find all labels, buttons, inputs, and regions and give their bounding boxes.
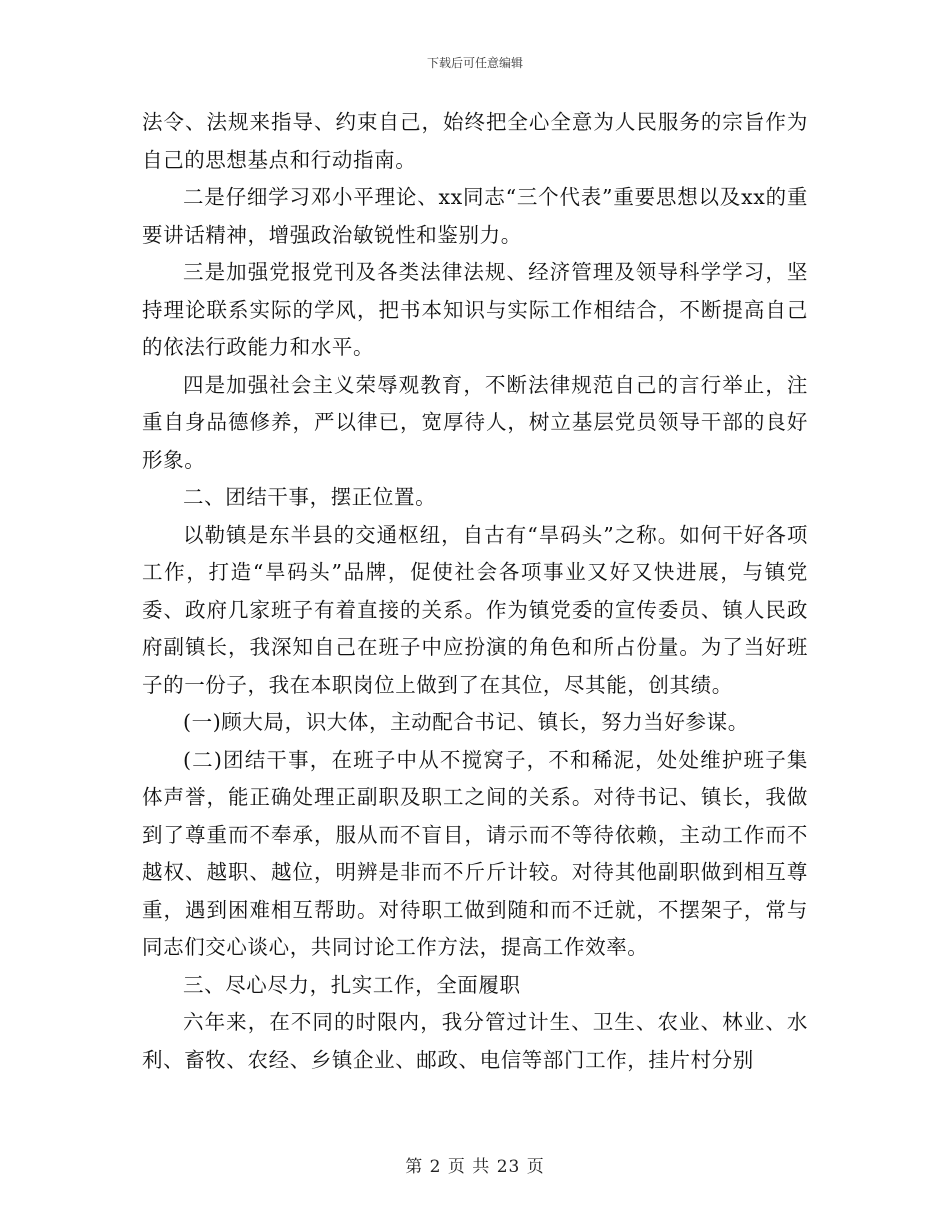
paragraph: 六年来，在不同的时限内，我分管过计生、卫生、农业、林业、水利、畜牧、农经、乡镇企业、邮政、电信等部门工作，挂片村分别	[142, 1010, 808, 1072]
list-item: (一)顾大局，识大体，主动配合书记、镇长，努力当好参谋。	[183, 710, 749, 734]
paragraph: 三是加强党报党刊及各类法律法规、经济管理及领导科学学习，坚持理论联系实际的学风，把书本知识与实际工作相结合，不断提高自己的依法行政能力和水平。	[142, 260, 808, 359]
document-body	[142, 104, 808, 1079]
section-heading: 二、团结干事，摆正位置。	[183, 485, 437, 509]
paragraph-continued: 法令、法规来指导、约束自己，始终把全心全意为人民服务的宗旨作为自己的思想基点和行动指南。	[142, 110, 808, 172]
list-item: (二)团结干事，在班子中从不搅窝子，不和稀泥，处处维护班子集体声誉，能正确处理正副职及职工之间的关系。对待书记、镇长，我做到了尊重而不奉承，服从而不盲目，请示而不等待依赖，主动工作而不越权、越职、越位，明辨是非而不斤斤计较。对待其他副职做到相互尊重，遇到困难相互帮助。对待职工做到随和而不迁就，不摆架子，常与同志们交心谈心，共同讨论工作方法，提高工作效率。	[142, 747, 808, 959]
header-note: 下载后可任意编辑	[426, 56, 523, 70]
page-number: 第 2 页 共 23 页	[405, 1157, 545, 1177]
section-heading: 三、尽心尽力，扎实工作，全面履职	[183, 972, 521, 997]
paragraph: 以勒镇是东半县的交通枢纽，自古有“旱码头”之称。如何干好各项工作，打造“旱码头”品牌，促使社会各项事业又好又快进展，与镇党委、政府几家班子有着直接的关系。作为镇党委的宣传委员、镇人民政府副镇长，我深知自己在班子中应扮演的角色和所占份量。为了当好班子的一份子，我在本职岗位上做到了在其位，尽其能，创其绩。	[142, 522, 808, 697]
paragraph: 四是加强社会主义荣辱观教育，不断法律规范自己的言行举止，注重自身品德修养，严以律已，宽厚待人，树立基层党员领导干部的良好形象。	[142, 372, 808, 472]
paragraph: 二是仔细学习邓小平理论、xx同志“三个代表”重要思想以及xx的重要讲话精神，增强政治敏锐性和鉴别力。	[142, 185, 808, 247]
